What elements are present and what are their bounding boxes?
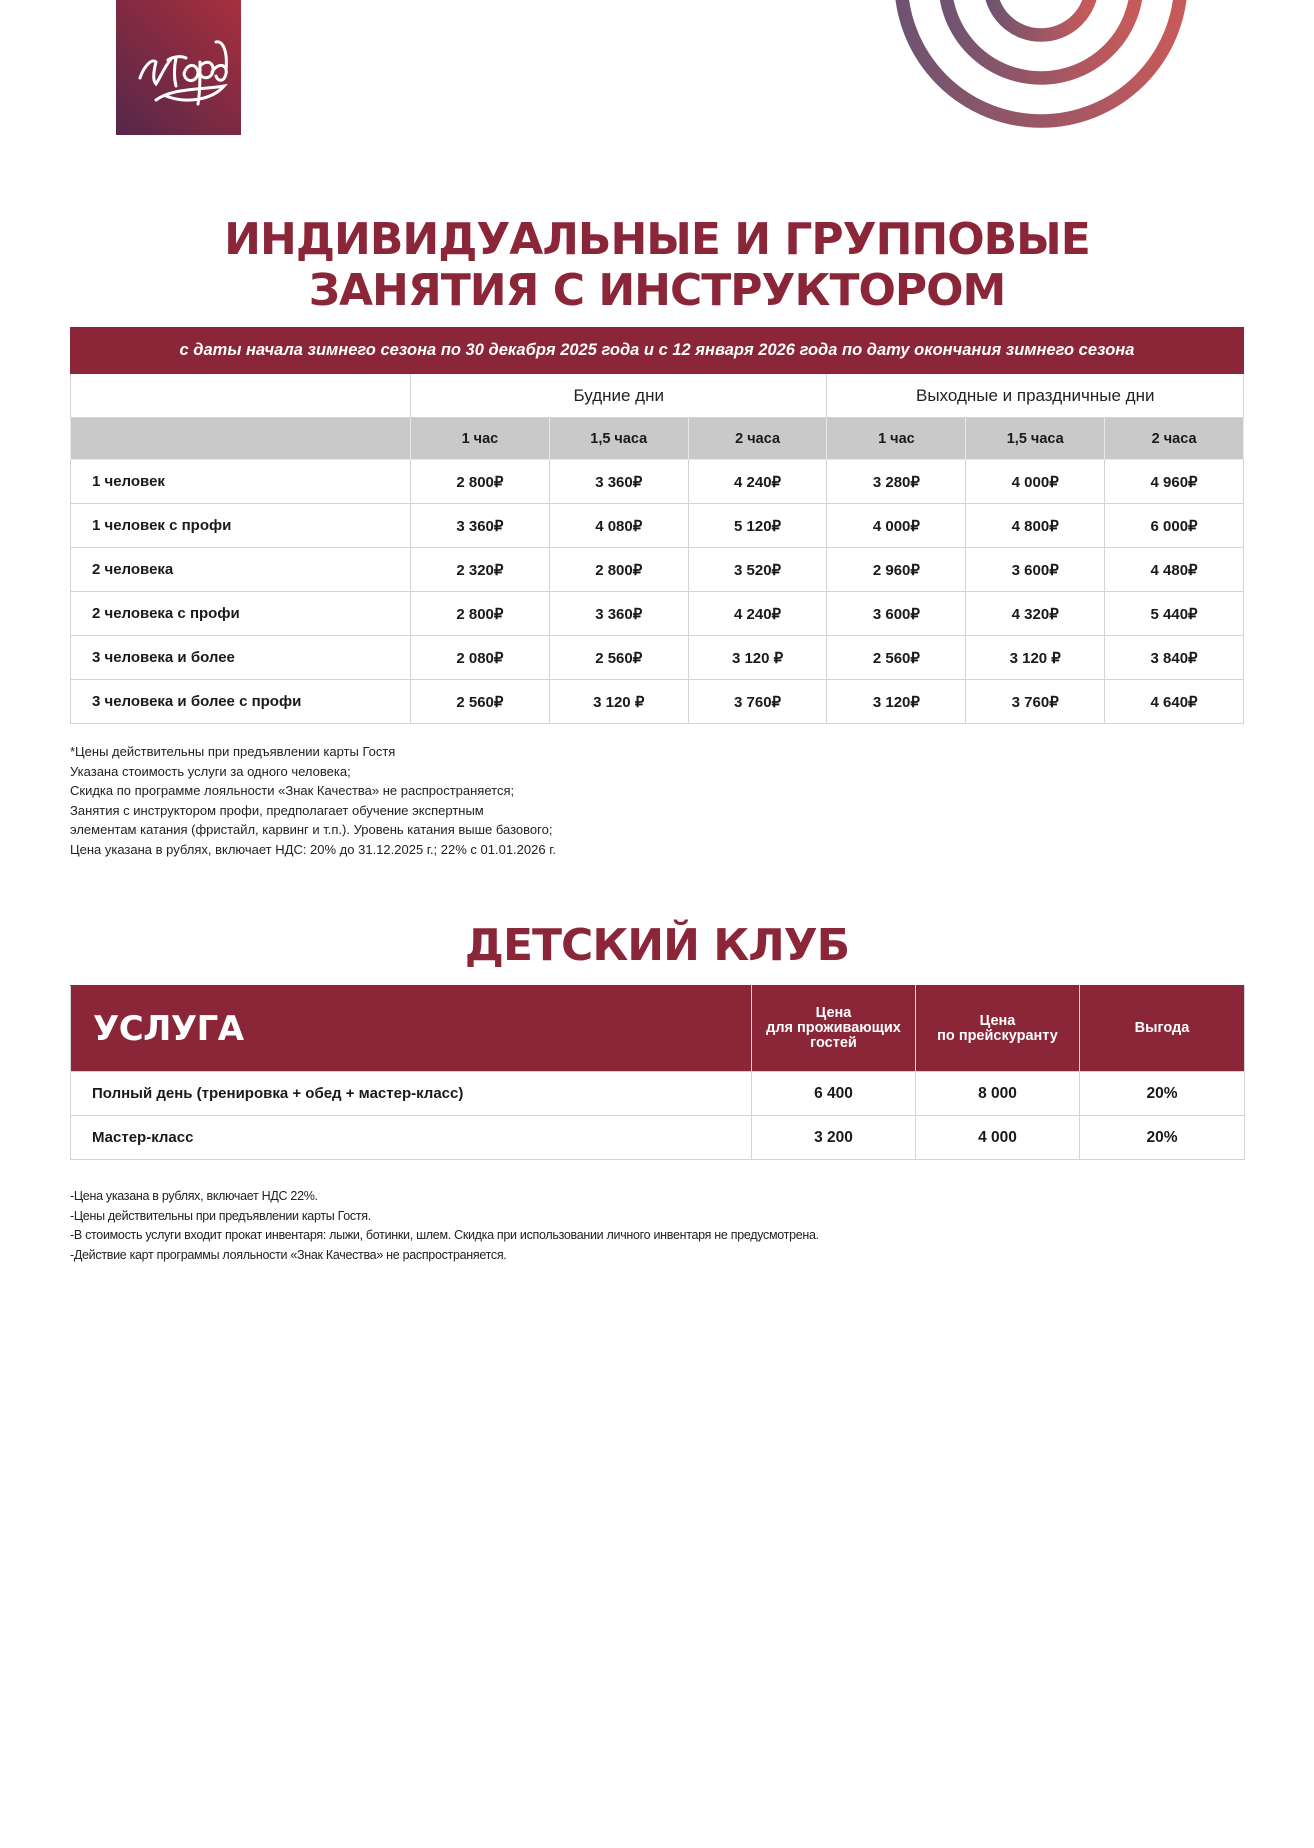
price-cell: 4 320₽ — [966, 592, 1105, 636]
price-cell: 2 800₽ — [411, 460, 550, 504]
price-cell: 3 840₽ — [1105, 636, 1244, 680]
price-cell: 3 600₽ — [827, 592, 966, 636]
season-note: с даты начала зимнего сезона по 30 декабря 2025 года и с 12 января 2026 года по дату окончания зимнего сезона — [71, 328, 1244, 374]
footnote: элементам катания (фристайл, карвинг и т.п.). Уровень катания выше базового; — [70, 822, 553, 838]
brand-logo — [116, 0, 241, 135]
header-line: Цена — [979, 1012, 1016, 1029]
price-cell: 3 120 ₽ — [549, 680, 688, 724]
table-row — [71, 548, 1244, 592]
price-cell: 3 600₽ — [966, 548, 1105, 592]
price-cell: 4 960₽ — [1105, 460, 1244, 504]
price-cell: 6 000₽ — [1105, 504, 1244, 548]
benefit: 20% — [1080, 1116, 1245, 1160]
header-empty-cell — [71, 374, 411, 418]
price-cell: 5 440₽ — [1105, 592, 1244, 636]
header-line: Цена — [815, 1005, 852, 1021]
subheader-empty-cell — [71, 418, 411, 460]
table-row — [71, 460, 1244, 504]
service-header: УСЛУГА — [71, 986, 752, 1072]
row-label: 1 человек с профи — [71, 504, 411, 548]
instructor-title-line2: ЗАНЯТИЯ С ИНСТРУКТОРОМ — [308, 265, 1006, 316]
footnote: -Цены действительны при предъявлении карты Гостя. — [70, 1208, 371, 1223]
price-cell: 3 520₽ — [688, 548, 827, 592]
price-cell: 4 240₽ — [688, 460, 827, 504]
benefit: 20% — [1080, 1072, 1245, 1116]
price-cell: 3 360₽ — [549, 592, 688, 636]
duration-header: 1,5 часа — [966, 418, 1105, 460]
instructor-title-line1: ИНДИВИДУАЛЬНЫЕ И ГРУППОВЫЕ — [224, 214, 1090, 265]
header-line: гостей — [810, 1035, 857, 1051]
resident-price-header — [752, 986, 916, 1072]
footnote: Указана стоимость услуги за одного человека; — [70, 763, 351, 779]
ring-inner — [990, 0, 1092, 35]
kids-club-title: ДЕТСКИЙ КЛУБ — [464, 920, 850, 971]
price-cell: 3 360₽ — [549, 460, 688, 504]
price-cell: 3 120₽ — [827, 680, 966, 724]
price-cell: 3 760₽ — [966, 680, 1105, 724]
footnote: -Цена указана в рублях, включает НДС 22%. — [70, 1189, 318, 1203]
row-label: 2 человека с профи — [71, 592, 411, 636]
footnote: Занятия с инструктором профи, предполагает обучение экспертным — [70, 802, 484, 818]
logo-script-icon — [116, 0, 241, 135]
price-cell: 3 120 ₽ — [688, 636, 827, 680]
duration-header: 1,5 часа — [549, 418, 688, 460]
price-cell: 4 000₽ — [966, 460, 1105, 504]
list-price: 4 000 — [916, 1116, 1080, 1160]
resident-price: 6 400 — [752, 1072, 916, 1116]
resident-price: 3 200 — [752, 1116, 916, 1160]
duration-header: 1 час — [411, 418, 550, 460]
price-cell: 4 240₽ — [688, 592, 827, 636]
table-row — [71, 592, 1244, 636]
table-row — [71, 636, 1244, 680]
list-price: 8 000 — [916, 1072, 1080, 1116]
price-cell: 3 120 ₽ — [966, 636, 1105, 680]
benefit-header: Выгода — [1080, 986, 1245, 1072]
price-cell: 2 800₽ — [411, 592, 550, 636]
kids-club-footnotes — [70, 1187, 819, 1266]
header-line: по прейскуранту — [937, 1027, 1058, 1044]
decorative-rings-icon — [880, 0, 1210, 150]
instructor-footnotes — [70, 742, 556, 860]
price-cell: 2 560₽ — [411, 680, 550, 724]
group-weekends-holidays: Выходные и праздничные дни — [827, 374, 1244, 418]
price-cell: 3 760₽ — [688, 680, 827, 724]
service-name: Полный день (тренировка + обед + мастер-класс) — [71, 1072, 752, 1116]
footnote: Цена указана в рублях, включает НДС: 20% до 31.12.2025 г.; 22% с 01.01.2026 г. — [70, 841, 556, 857]
price-cell: 2 960₽ — [827, 548, 966, 592]
instructor-price-table — [70, 327, 1244, 724]
row-label: 2 человека — [71, 548, 411, 592]
header-line: для проживающих — [766, 1020, 901, 1036]
row-label: 3 человека и более с профи — [71, 680, 411, 724]
footnote: Скидка по программе лояльности «Знак Качества» не распространяется; — [70, 783, 515, 799]
price-cell: 3 360₽ — [411, 504, 550, 548]
price-cell: 4 480₽ — [1105, 548, 1244, 592]
price-cell: 3 280₽ — [827, 460, 966, 504]
price-cell: 4 800₽ — [966, 504, 1105, 548]
kids-club-table — [70, 985, 1245, 1160]
footnote: -В стоимость услуги входит прокат инвентаря: лыжи, ботинки, шлем. Скидка при использовании личного инвентаря не предусмотрена. — [70, 1228, 819, 1243]
ring-outer — [901, 0, 1181, 121]
service-name: Мастер-класс — [71, 1116, 752, 1160]
table-row — [71, 1072, 1245, 1116]
price-cell: 2 560₽ — [827, 636, 966, 680]
table-row — [71, 1116, 1245, 1160]
group-weekdays: Будние дни — [411, 374, 827, 418]
price-cell: 4 080₽ — [549, 504, 688, 548]
price-cell: 5 120₽ — [688, 504, 827, 548]
duration-header: 2 часа — [1105, 418, 1244, 460]
duration-header: 1 час — [827, 418, 966, 460]
price-cell: 4 000₽ — [827, 504, 966, 548]
price-cell: 2 320₽ — [411, 548, 550, 592]
instructor-title — [0, 214, 1314, 316]
row-label: 1 человек — [71, 460, 411, 504]
price-cell: 2 080₽ — [411, 636, 550, 680]
list-price-header — [916, 986, 1080, 1072]
price-cell: 4 640₽ — [1105, 680, 1244, 724]
footnote: -Действие карт программы лояльности «Знак Качества» не распространяется. — [70, 1248, 507, 1263]
duration-header: 2 часа — [688, 418, 827, 460]
table-row — [71, 504, 1244, 548]
row-label: 3 человека и более — [71, 636, 411, 680]
price-cell: 2 800₽ — [549, 548, 688, 592]
footnote: *Цены действительны при предъявлении карты Гостя — [70, 744, 396, 759]
price-cell: 2 560₽ — [549, 636, 688, 680]
table-row — [71, 680, 1244, 724]
